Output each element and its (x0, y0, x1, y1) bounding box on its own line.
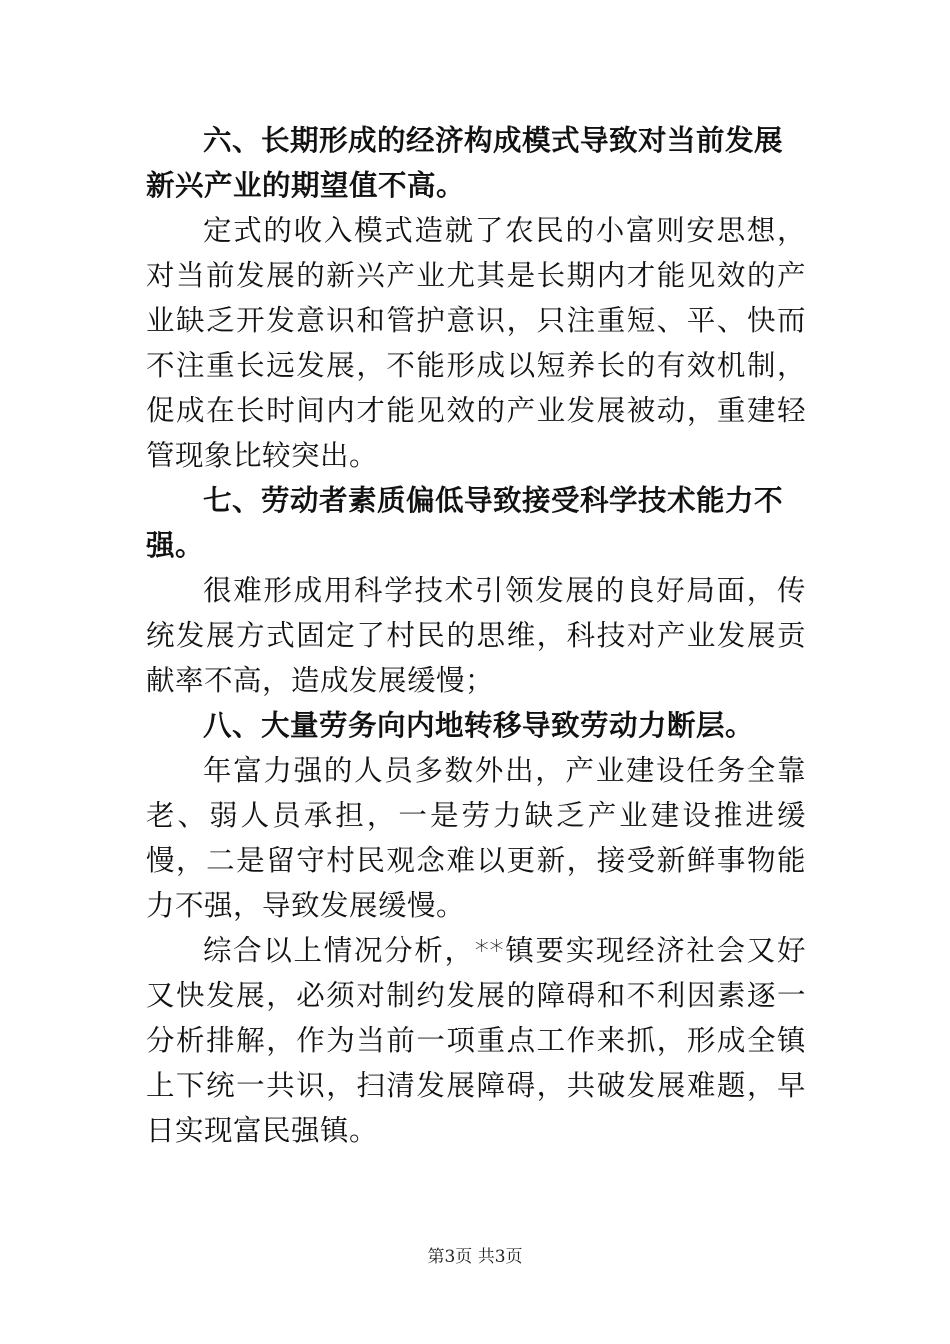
conclusion-paragraph: 综合以上情况分析，**镇要实现经济社会又好又快发展，必须对制约发展的障碍和不利因素逐一分析排解，作为当前一项重点工作来抓，形成全镇上下统一共识，扫清发展障碍，共破发展难题，早日实现富民强镇。 (146, 934, 806, 1147)
section-heading-6: 六、长期形成的经济构成模式导致对当前发展新兴产业的期望值不高。 (146, 124, 784, 202)
section-body-6: 定式的收入模式造就了农民的小富则安思想，对当前发展的新兴产业尤其是长期内才能见效的产业缺乏开发意识和管护意识，只注重短、平、快而不注重长远发展，不能形成以短养长的有效机制，促成在长时间内才能见效的产业发展被动，重建轻管现象比较突出。 (146, 214, 806, 472)
document-body (146, 118, 806, 1153)
section-heading-8: 八、大量劳务向内地转移导致劳动力断层。 (203, 709, 755, 742)
section-body-8: 年富力强的人员多数外出，产业建设任务全靠老、弱人员承担，一是劳力缺乏产业建设推进缓慢，二是留守村民观念难以更新，接受新鲜事物能力不强，导致发展缓慢。 (146, 754, 806, 922)
section-heading-7: 七、劳动者素质偏低导致接受科学技术能力不强。 (146, 484, 784, 562)
page-number-footer: 第3页 共3页 (427, 1247, 523, 1267)
section-body-7: 很难形成用科学技术引领发展的良好局面，传统发展方式固定了村民的思维，科技对产业发展贡献率不高，造成发展缓慢； (146, 574, 806, 697)
